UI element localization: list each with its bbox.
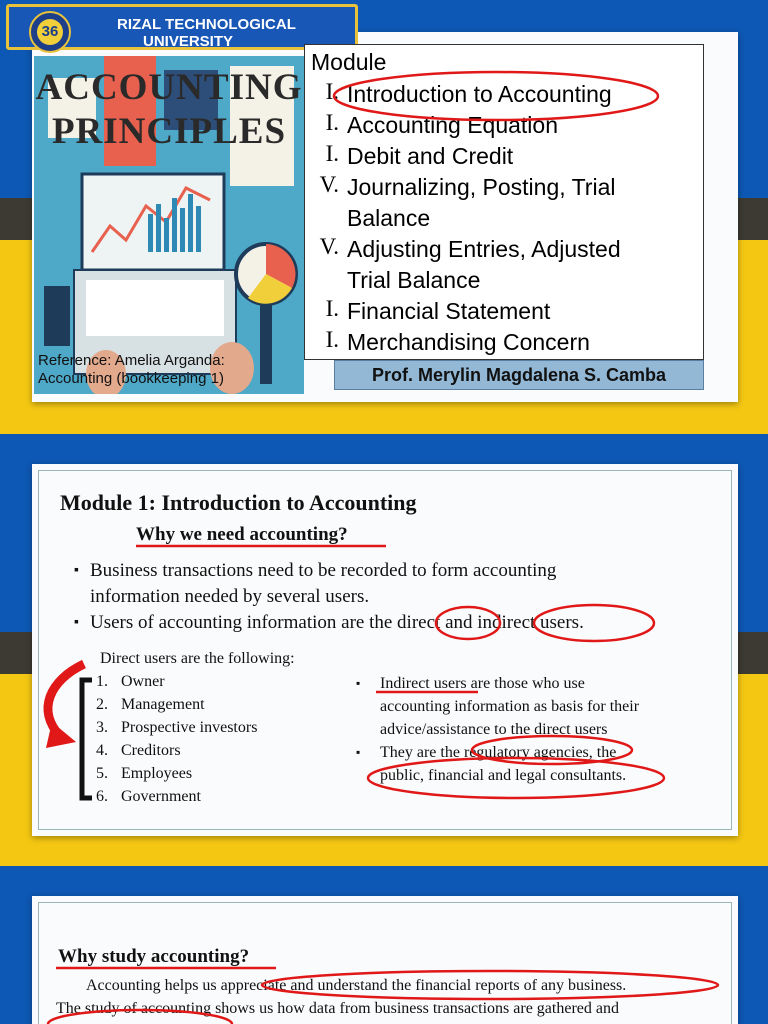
item-number: 4. — [96, 742, 108, 759]
bullet-line: public, financial and legal consultants. — [380, 767, 627, 784]
module-number: I. — [325, 110, 339, 135]
bullet-line: advice/assistance to the direct users — [380, 721, 608, 738]
slide-2-bullets — [74, 558, 714, 636]
module-item — [305, 234, 701, 296]
module-list-box — [304, 44, 704, 360]
bullet-line: accounting information as basis for their — [380, 698, 640, 715]
module-number: I. — [325, 296, 339, 321]
item-number: 2. — [96, 696, 108, 713]
list-item — [96, 716, 257, 739]
course-title-line-2: PRINCIPLES — [51, 111, 287, 152]
list-item — [96, 762, 257, 785]
bullet-line: They are the regulatory agencies, the — [380, 744, 617, 761]
paragraph-line-1: Accounting helps us appreciate and understand the financial reports of any business. — [86, 977, 627, 994]
module-list — [305, 79, 701, 358]
item-label: Prospective investors — [121, 719, 258, 736]
item-number: 6. — [96, 788, 108, 805]
bullet-line: information needed by several users. — [90, 586, 370, 607]
slide-3-paragraph — [56, 974, 722, 1020]
item-label: Employees — [121, 765, 193, 782]
bullet-line: Indirect users are those who use — [380, 675, 585, 692]
item-label: Government — [121, 788, 201, 805]
module-number: V. — [319, 234, 339, 259]
bullet-item — [74, 558, 714, 610]
list-item — [96, 785, 257, 808]
list-item — [96, 693, 257, 716]
module-name: Journalizing, Posting, Trial — [347, 174, 616, 200]
module-item — [305, 172, 701, 234]
item-label: Owner — [121, 673, 165, 690]
module-name: Accounting Equation — [347, 112, 558, 138]
list-item — [96, 739, 257, 762]
course-title-line-1: ACCOUNTING — [35, 67, 303, 108]
module-item — [305, 79, 701, 110]
module-number: I. — [325, 79, 339, 104]
slide-2-title: Module 1: Introduction to Accounting — [60, 490, 417, 515]
item-number: 5. — [96, 765, 108, 782]
direct-users-heading: Direct users are the following: — [100, 650, 295, 667]
module-item — [305, 141, 701, 172]
item-label: Creditors — [121, 742, 181, 759]
slide-3-title: Why study accounting? — [58, 946, 250, 967]
accounting-illustration — [34, 56, 304, 394]
university-name-line-1: RIZAL TECHNOLOGICAL — [117, 16, 296, 33]
bullet-line: Business transactions need to be recorded to form accounting — [90, 560, 557, 581]
module-name: Debit and Credit — [347, 143, 514, 169]
module-number: I. — [325, 141, 339, 166]
professor-name-bar: Prof. Merylin Magdalena S. Camba — [334, 360, 704, 390]
course-title — [34, 66, 304, 154]
bullet-item — [356, 672, 706, 741]
item-label: Management — [121, 696, 205, 713]
university-seal-icon — [29, 11, 71, 53]
reference-line-2: Accounting (bookkeeping 1) — [38, 370, 224, 387]
module-label: Module — [311, 49, 387, 75]
module-name-cont: Trial Balance — [347, 267, 481, 293]
list-item — [96, 670, 257, 693]
reference-line-1: Reference: Amelia Arganda: — [38, 352, 225, 369]
module-name: Introduction to Accounting — [347, 81, 612, 107]
bullet-item — [356, 741, 706, 787]
module-name-cont: Balance — [347, 205, 431, 231]
paragraph-line-2: The study of accounting shows us how data from business transactions are gathered and — [56, 1000, 619, 1017]
module-item — [305, 296, 701, 327]
bullet-line: Users of accounting information are the direct and indirect users. — [90, 612, 584, 633]
seal-number: 36 — [37, 19, 63, 45]
bullet-item — [74, 610, 714, 636]
reference-note — [38, 352, 258, 388]
direct-users-list — [96, 670, 257, 808]
module-name: Financial Statement — [347, 298, 551, 324]
module-item — [305, 327, 701, 358]
module-name: Merchandising Concern — [347, 329, 590, 355]
module-item — [305, 110, 701, 141]
item-number: 3. — [96, 719, 108, 736]
module-name: Adjusting Entries, Adjusted — [347, 236, 621, 262]
slide-2-subtitle: Why we need accounting? — [136, 524, 348, 545]
item-number: 1. — [96, 673, 108, 690]
university-name-line-2: UNIVERSITY — [143, 33, 234, 50]
module-number: I. — [325, 327, 339, 352]
indirect-users-list — [356, 672, 706, 787]
module-number: V. — [319, 172, 339, 197]
